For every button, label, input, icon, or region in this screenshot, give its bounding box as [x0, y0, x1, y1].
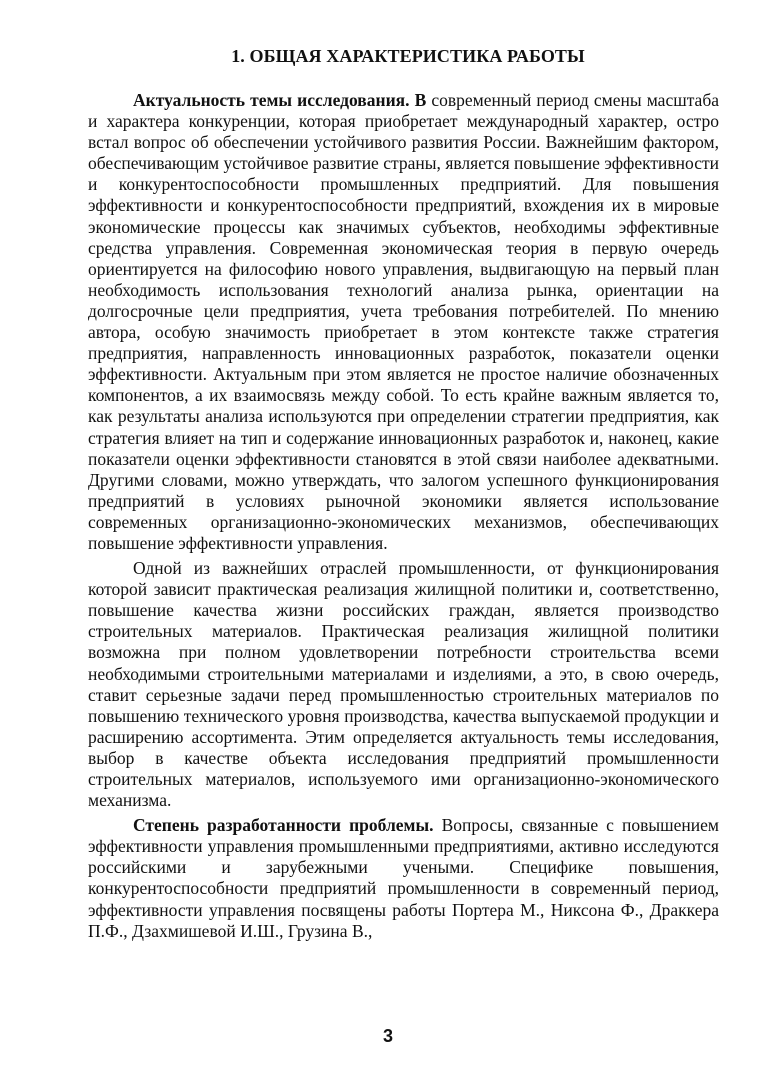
- paragraph-lead: Актуальность темы исследования. В: [133, 90, 427, 110]
- section-title: 1. ОБЩАЯ ХАРАКТЕРИСТИКА РАБОТЫ: [231, 46, 585, 66]
- body-text: [88, 90, 719, 942]
- paragraph-text: Вопросы, связанные с повышением эффективности управления промышленными предприятиями, активно исследуются российскими и зарубежными учеными. Специфике повышения, конкурентоспособности предприятий промышленности в современный период, эффективности управления посвящены работы Портера М., Никсона Ф., Драккера П.Ф., Дзахмишевой И.Ш., Грузина В.,: [88, 815, 719, 941]
- paragraph-text: Одной из важнейших отраслей промышленности, от функционирования которой зависит практическая реализация жилищной политики и, соответственно, повышение качества жизни российских граждан, является производство строительных материалов. Практическая реализация жилищной политики возможна при полном удовлетворении потребности строительства всеми необходимыми строительными материалами и изделиями, а это, в свою очередь, ставит серьезные задачи перед промышленностью строительных материалов по повышению технического уровня производства, качества выпускаемой продукции и расширению ассортимента. Этим определяется актуальность темы исследования, выбор в качестве объекта исследования предприятий промышленности строительных материалов, используемого ими организационно-экономического механизма.: [88, 558, 719, 811]
- paragraph-development: [88, 815, 719, 942]
- paragraph-industry: [88, 558, 719, 811]
- page-number: 3: [382, 1026, 393, 1046]
- paragraph-relevance: [88, 90, 719, 554]
- paragraph-text: современный период смены масштаба и характера конкуренции, которая приобретает международный характер, остро встал вопрос об обеспечении устойчивого развития России. Важнейшим фактором, обеспечивающим устойчивое развитие страны, является повышение эффективности и конкурентоспособности промышленных предприятий. Для повышения эффективности и конкурентоспособности предприятий, вхождения их в мировые экономические процессы как значимых субъектов, необходимы эффективные средства управления. Современная экономическая теория в первую очередь ориентируется на философию нового управления, выдвигающую на первый план необходимость использования технологий анализа рынка, ориентации на долгосрочные цели предприятия, учета требования потребителей. По мнению автора, особую значимость приобретает в этом контексте также стратегия предприятия, направленность инновационных разработок, показатели оценки эффективности. Актуальным при этом является не простое наличие обозначенных компонентов, а их взаимосвязь между собой. То есть крайне важным является то, как результаты анализа используются при определении стратегии предприятия, как стратегия влияет на тип и содержание инновационных разработок и, наконец, какие показатели оценки эффективности становятся в этой связи наиболее адекватными. Другими словами, можно утверждать, что залогом успешного функционирования предприятий в условиях рыночной экономики является использование современных организационно-экономических механизмов, обеспечивающих повышение эффективности управления.: [88, 90, 719, 553]
- paragraph-lead: Степень разработанности проблемы.: [133, 815, 434, 836]
